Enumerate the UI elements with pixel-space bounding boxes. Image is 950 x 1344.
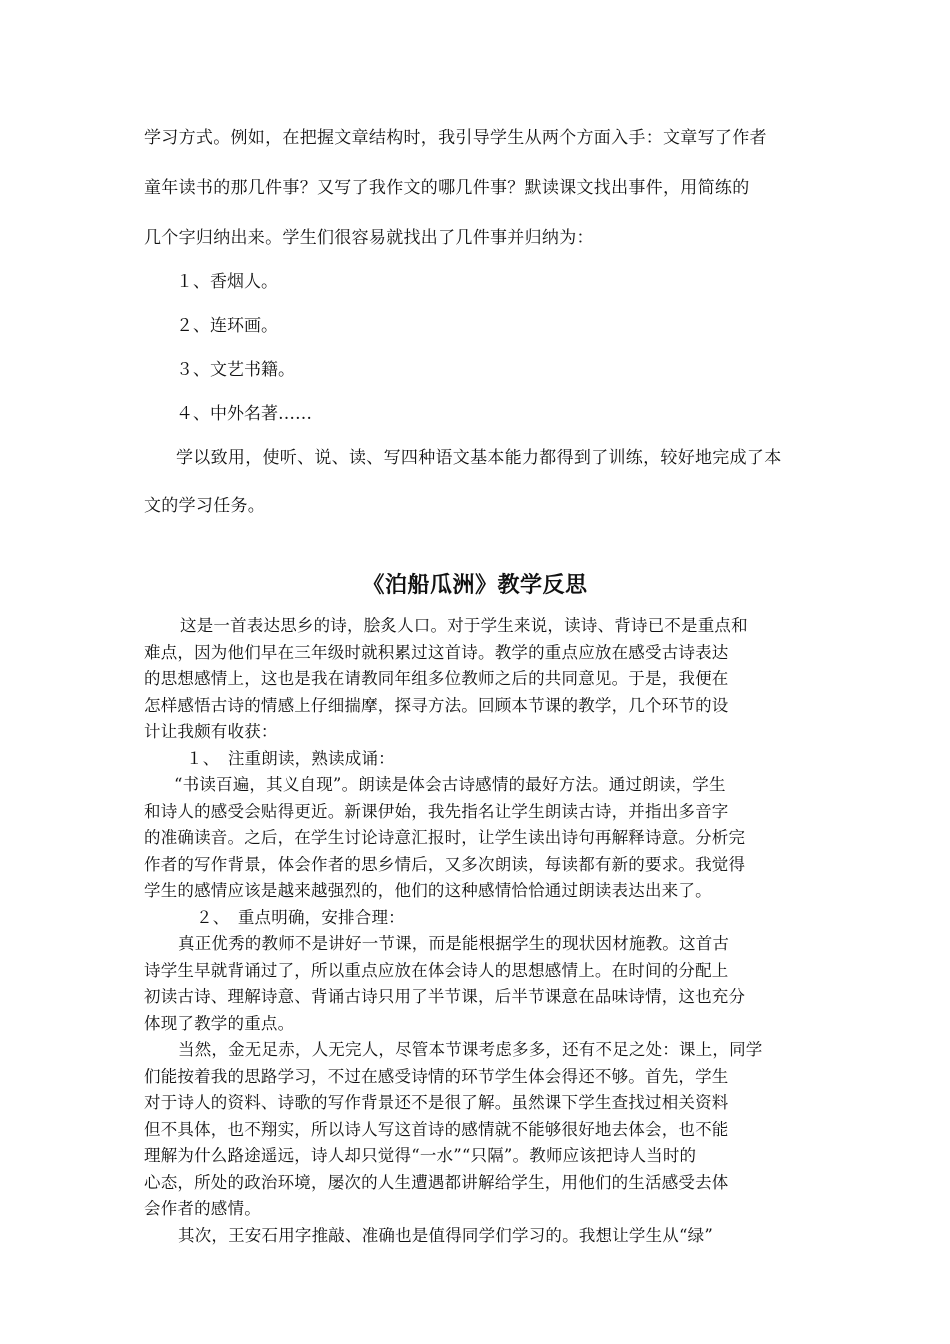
paragraph-line: 和诗人的感受会贴得更近。新课伊始，我先指名让学生朗读古诗，并指出多音字 (144, 801, 729, 821)
paragraph-line: 文的学习任务。 (144, 496, 266, 516)
paragraph-line: 计让我颇有收获： (144, 722, 278, 741)
paragraph-line: 理解为什么路途遥远，诗人却只觉得“一水”“只隔”。教师应该把诗人当时的 (144, 1146, 697, 1165)
paragraph-line: 怎样感悟古诗的情感上仔细揣摩，探寻方法。回顾本节课的教学，几个环节的设 (144, 695, 729, 715)
paragraph-line: 会作者的感情。 (144, 1199, 261, 1218)
paragraph-line: 童年读书的那几件事？又写了我作文的哪几件事？默读课文找出事件，用简练的 (144, 178, 750, 198)
paragraph-line: “书读百遍，其义自现”。朗读是体会古诗感情的最好方法。通过朗读，学生 (174, 775, 726, 794)
paragraph-line: 对于诗人的资料、诗歌的写作背景还不是很了解。虽然课下学生查找过相关资料 (144, 1093, 729, 1112)
paragraph-line: 作者的写作背景，体会作者的思乡情后，又多次朗读，每读都有新的要求。我觉得 (144, 854, 746, 874)
paragraph-line: 难点，因为他们早在三年级时就积累过这首诗。教学的重点应放在感受古诗表达 (144, 642, 729, 662)
paragraph-line: 体现了教学的重点。 (144, 1013, 295, 1033)
paragraph-line: 的准确读音。之后，在学生讨论诗意汇报时，让学生读出诗句再解释诗意。分析完 (144, 828, 746, 847)
paragraph-line: 们能按着我的思路学习，不过在感受诗情的环节学生体会得还不够。首先，学生 (144, 1066, 729, 1086)
paragraph-line: 学以致用，使听、说、读、写四种语文基本能力都得到了训练，较好地完成了本 (176, 448, 782, 468)
paragraph-line: 几个字归纳出来。学生们很容易就找出了几件事并归纳为： (144, 228, 594, 248)
paragraph-line: 其次，王安石用字推敲、准确也是值得同学们学习的。我想让学生从“绿” (178, 1225, 713, 1245)
paragraph-line: 真正优秀的教师不是讲好一节课，而是能根据学生的现状因材施教。这首古 (178, 934, 730, 953)
paragraph-line: 初读古诗、理解诗意、背诵古诗只用了半节课，后半节课意在品味诗情，这也充分 (144, 987, 746, 1006)
paragraph-line: 心态，所处的政治环境，屡次的人生遭遇都讲解给学生，用他们的生活感受去体 (144, 1172, 729, 1192)
paragraph-line: 的思想感情上，这也是我在请教同年组多位教师之后的共同意见。于是，我便在 (144, 669, 729, 688)
list-item: ２、连环画。 (176, 316, 278, 336)
paragraph-line: 学习方式。例如，在把握文章结构时，我引导学生从两个方面入手：文章写了作者 (144, 128, 767, 148)
paragraph-line: 学生的感情应该是越来越强烈的，他们的这种感情恰恰通过朗读表达出来了。 (144, 881, 712, 900)
section-heading: １、 注重朗读，熟读成诵： (186, 748, 395, 768)
paragraph-line: 但不具体，也不翔实，所以诗人写这首诗的感情就不能够很好地去体会，也不能 (144, 1119, 729, 1139)
paragraph-line: 诗学生早就背诵过了，所以重点应放在体会诗人的思想感情上。在时间的分配上 (144, 960, 729, 980)
list-item: １、香烟人。 (176, 272, 278, 292)
section-heading: ２、 重点明确，安排合理： (196, 907, 405, 927)
list-item: ３、文艺书籍。 (176, 360, 295, 380)
paragraph-line: 这是一首表达思乡的诗，脍炙人口。对于学生来说，读诗、背诗已不是重点和 (180, 616, 748, 635)
list-item: ４、中外名著…… (176, 404, 312, 424)
paragraph-line: 当然，金无足赤，人无完人，尽管本节课考虑多多，还有不足之处：课上，同学 (178, 1040, 763, 1059)
page-title: 《泊船瓜洲》教学反思 (362, 573, 588, 598)
